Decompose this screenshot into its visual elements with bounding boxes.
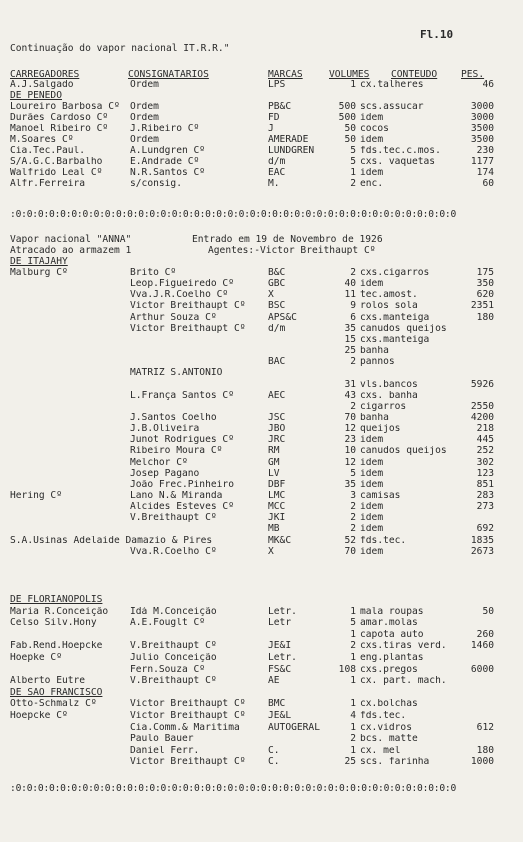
cell-c4: 5 (350, 468, 356, 479)
cell-c6: 620 (476, 290, 494, 301)
cell-c1: DE PENEDO (10, 91, 62, 101)
cell-c2: Julio Conceição (130, 653, 217, 663)
cell-c5: canudos queijos (360, 323, 447, 334)
cell-c5: cxs.manteiga (360, 312, 430, 323)
cell-c4: 5 (350, 157, 356, 167)
cell-c5: cxs. banha (360, 390, 418, 401)
cell-c4: 2 (350, 524, 356, 535)
cell-c4: 3 (350, 491, 356, 501)
manifest-row (0, 699, 523, 710)
cell-c3: B&C (268, 268, 286, 278)
cell-c3: PB&C (268, 102, 292, 112)
cell-c1: Hoepke Cº (10, 653, 62, 663)
cell-c3: BMC (268, 699, 286, 710)
manifest-row (0, 424, 523, 435)
cell-c5: idem (360, 479, 384, 490)
cell-c2: Paulo Bauer (130, 734, 194, 745)
cell-c6: 692 (476, 524, 494, 535)
cell-c4: 1 (350, 629, 356, 640)
cell-c4: 1 (350, 745, 356, 756)
manifest-row (0, 402, 523, 413)
cell-c5: enc. (360, 179, 384, 189)
cell-c4: 5 (350, 146, 356, 156)
cell-c2: João Frec.Pinheiro (130, 479, 234, 490)
cell-c6: 175 (476, 268, 494, 278)
cell-c5: pannos (360, 357, 395, 368)
cell-c1: A.J.Salgado (10, 80, 74, 90)
header-carregadores: CARREGADORES (10, 69, 80, 80)
cell-c6: 3000 (470, 102, 494, 112)
cell-c3: Letr. (268, 653, 297, 663)
cell-c5: cx.talheres (360, 80, 424, 90)
cell-c2: Brito Cº (130, 268, 177, 278)
manifest-row (0, 368, 523, 379)
cell-c5: banha (360, 412, 389, 423)
manifest-row (0, 458, 523, 469)
manifest-row (0, 711, 523, 722)
cell-c3: LV (268, 468, 280, 479)
cell-c4: 23 (344, 435, 356, 446)
manifest-row (0, 480, 523, 491)
cell-c6: 445 (476, 435, 494, 446)
cell-c4: 35 (344, 323, 356, 334)
cell-c5: canudos queijos (360, 446, 447, 457)
cell-c4: 35 (344, 479, 356, 490)
manifest-row (0, 653, 523, 664)
cell-c5: cxs.cigarros (360, 268, 430, 278)
cell-c5: cigarros (360, 401, 407, 412)
cell-c5: idem (360, 524, 384, 535)
cell-c3: X (268, 290, 274, 301)
cell-c3: MCC (268, 502, 286, 513)
cell-c5: vls.bancos (360, 379, 418, 390)
cell-c1: S/A.G.C.Barbalho (10, 157, 103, 167)
cell-c3: APS&C (268, 312, 297, 323)
manifest-row (0, 80, 523, 91)
cell-c2: MATRIZ S.ANTONIO (130, 368, 223, 379)
cell-c6: 218 (476, 424, 494, 435)
cell-c4: 25 (344, 346, 356, 357)
cell-c6: 273 (476, 502, 494, 513)
cell-c3: d/m (268, 157, 286, 167)
cell-c3: Letr (268, 618, 292, 629)
cell-c2: L.França Santos Cº (130, 390, 234, 401)
cell-c4: 9 (350, 301, 356, 312)
manifest-row (0, 446, 523, 457)
manifest-row (0, 723, 523, 734)
cell-c2: N.R.Santos Cº (130, 168, 206, 178)
cell-c6: 3000 (470, 113, 494, 123)
cell-c4: 12 (344, 424, 356, 435)
cell-c5: idem (360, 279, 384, 290)
cell-c4: 10 (344, 446, 356, 457)
cell-c6: 260 (476, 629, 494, 640)
cell-c4: 15 (344, 334, 356, 345)
cell-c3: LMC (268, 491, 286, 501)
vessel-arrival: Entrado em 19 de Novembro de 1926 (192, 234, 383, 245)
cell-c3: RM (268, 446, 280, 457)
manifest-row (0, 734, 523, 745)
cell-c5: idem (360, 457, 384, 468)
cell-c1: Alfr.Ferreira (10, 179, 86, 189)
cell-c1: Maria R.Conceição (10, 606, 109, 617)
vessel-name: Vapor nacional "ANNA" (10, 234, 132, 245)
cell-c1: Fab.Rend.Hoepcke (10, 641, 103, 652)
cell-c4: 43 (344, 390, 356, 401)
cell-c2: Ordem (130, 102, 159, 112)
cell-c4: 2 (350, 401, 356, 412)
manifest-row (0, 746, 523, 757)
cell-c1: Alberto Eutre (10, 676, 86, 687)
manifest-row (0, 688, 523, 699)
cell-c1: Durães Cardoso Cº (10, 113, 109, 123)
cell-c5: cxs.manteiga (360, 334, 430, 345)
cell-c6: 60 (482, 179, 494, 189)
cell-c5: bcs. matte (360, 734, 418, 745)
cell-c2: Idá M.Conceição (130, 606, 217, 617)
manifest-row (0, 524, 523, 535)
cell-c3: X (268, 546, 274, 557)
cell-c5: banha (360, 346, 389, 357)
cell-c4: 2 (350, 641, 356, 652)
manifest-row (0, 641, 523, 652)
cell-c5: capota auto (360, 629, 424, 640)
cell-c6: 851 (476, 479, 494, 490)
cell-c1: Celso Silv.Hony (10, 618, 97, 629)
cell-c2: Josep Pagano (130, 468, 200, 479)
manifest-row (0, 268, 523, 279)
page-number: Fl.10 (420, 28, 454, 41)
cell-c1: Cia.Tec.Paul. (10, 146, 86, 156)
cell-c3: J (268, 124, 274, 134)
cell-c5: idem (360, 113, 384, 123)
manifest-row (0, 380, 523, 391)
cell-c5: fds.tec. (360, 711, 407, 721)
cell-c2: Vva.J.R.Coelho Cº (130, 290, 229, 301)
cell-c6: 50 (482, 606, 494, 617)
cell-c2: V.Breithaupt Cº (130, 641, 217, 652)
header-volumes: VOLUMES (329, 69, 370, 80)
manifest-row (0, 102, 523, 113)
cell-c5: eng.plantas (360, 653, 424, 663)
cell-c1: Malburg Cº (10, 268, 68, 278)
manifest-row (0, 168, 523, 179)
cell-c4: 1 (350, 80, 356, 90)
cell-c3: BAC (268, 357, 286, 368)
cell-c5: rolos sola (360, 301, 418, 312)
manifest-row (0, 301, 523, 312)
cell-c6: 3500 (470, 135, 494, 145)
cell-c3: C. (268, 745, 280, 756)
cell-c3: JRC (268, 435, 286, 446)
cell-c1: DE SÃO FRANCISCO (10, 687, 103, 698)
header-conteudo: CONTEUDO (391, 69, 438, 80)
manifest-row (0, 607, 523, 618)
manifest-row (0, 290, 523, 301)
manifest-row (0, 665, 523, 676)
manifest-row (0, 536, 523, 547)
cell-c5: idem (360, 468, 384, 479)
cell-c1: Walfrido Leal Cº (10, 168, 103, 178)
manifest-row (0, 146, 523, 157)
cell-c5: queijos (360, 424, 401, 435)
cell-c6: 174 (476, 168, 494, 178)
cell-c5: mala roupas (360, 606, 424, 617)
manifest-row (0, 618, 523, 629)
cell-c4: 2 (350, 734, 356, 745)
cell-c2: A.E.Fouglt Cº (130, 618, 206, 629)
cell-c5: camisas (360, 491, 401, 501)
cell-c4: 40 (344, 279, 356, 290)
cell-c5: fds.tec.c.mos. (360, 146, 441, 156)
cell-c5: scs. farinha (360, 757, 430, 768)
cell-c1: Hering Cº (10, 491, 62, 501)
cell-c4: 50 (344, 124, 356, 134)
cell-c4: 6 (350, 312, 356, 323)
manifest-row (0, 91, 523, 102)
cell-c4: 2 (350, 357, 356, 368)
cell-c6: 6000 (470, 664, 494, 675)
cell-c4: 11 (344, 290, 356, 301)
manifest-row (0, 435, 523, 446)
cell-c5: amar.molas (360, 618, 418, 629)
cell-c4: 500 (338, 102, 356, 112)
cell-c3: EAC (268, 168, 286, 178)
cell-c3: GM (268, 457, 280, 468)
cell-c6: 2351 (470, 301, 494, 312)
cell-c3: JSC (268, 412, 286, 423)
cell-c2: Ribeiro Moura Cº (130, 446, 223, 457)
cell-c6: 350 (476, 279, 494, 290)
cell-c6: 46 (482, 80, 494, 90)
cell-c3: d/m (268, 323, 286, 334)
cell-c2: Lano N.& Miranda (130, 491, 223, 501)
cell-c6: 1000 (470, 757, 494, 768)
cell-c3: M. (268, 179, 280, 189)
cell-c6: 252 (476, 446, 494, 457)
cell-c3: LUNDGREN (268, 146, 315, 156)
cell-c2: Victor Breithaupt Cº (130, 711, 246, 721)
manifest-row (0, 676, 523, 687)
cell-c3: FD (268, 113, 280, 123)
separator-line-bottom: :0:0:0:0:0:0:0:0:0:0:0:0:0:0:0:0:0:0:0:0:0:0:0:0:0:0:0:0:0:0:0:0:0:0:0:0:0:0:0:0 (10, 783, 457, 794)
cell-c3: GBC (268, 279, 286, 290)
manifest-row (0, 135, 523, 146)
cell-c4: 5 (350, 618, 356, 629)
header-peso: PES. (461, 69, 485, 80)
cell-c5: cxs.tiras verd. (360, 641, 447, 652)
cell-c5: cxs. vaquetas (360, 157, 436, 167)
cell-c1: M.Soares Cº (10, 135, 74, 145)
manifest-row (0, 124, 523, 135)
cell-c2: Cia.Comm.& Maritima (130, 722, 240, 733)
cell-c3: Letr. (268, 606, 297, 617)
cell-c2: Vva.R.Coelho Cº (130, 546, 217, 557)
cell-c6: 2550 (470, 401, 494, 412)
cell-c3: MB (268, 524, 280, 535)
cell-c4: 1 (350, 653, 356, 663)
cell-c6: 283 (476, 491, 494, 501)
cell-c3: DBF (268, 479, 286, 490)
cell-c4: 4 (350, 711, 356, 721)
cell-c4: 31 (344, 379, 356, 390)
manifest-row (0, 113, 523, 124)
manifest-row (0, 346, 523, 357)
cell-c5: cx. mel (360, 745, 401, 756)
cell-c3: AMERADE (268, 135, 309, 145)
manifest-row (0, 469, 523, 480)
cell-c4: 2 (350, 268, 356, 278)
cell-c4: 52 (344, 535, 356, 546)
vessel-agents: Agentes:-Victor Breithaupt Cº (208, 245, 376, 256)
manifest-row (0, 357, 523, 368)
manifest-row (0, 157, 523, 168)
manifest-row (0, 313, 523, 324)
cell-c3: JE&L (268, 711, 292, 721)
cell-c5: idem (360, 546, 384, 557)
manifest-row (0, 513, 523, 524)
cell-c3: FS&C (268, 664, 292, 675)
cell-c2: V.Breithaupt Cº (130, 513, 217, 524)
manifest-row (0, 502, 523, 513)
cell-c6: 4200 (470, 412, 494, 423)
manifest-row (0, 391, 523, 402)
cell-c2: Victor Breithaupt Cº (130, 699, 246, 710)
cell-c5: cx.vidros (360, 722, 412, 733)
cell-c2: V.Breithaupt Cº (130, 676, 217, 687)
manifest-row (0, 179, 523, 190)
cell-c5: idem (360, 513, 384, 524)
cell-c2: Junot Rodrigues Cº (130, 435, 234, 446)
cell-c6: 1460 (470, 641, 494, 652)
port-itajahy: DE ITAJAHY (10, 256, 68, 267)
cell-c2: J.Santos Coelho (130, 412, 217, 423)
cell-c2: Victor Breithaupt Cº (130, 323, 246, 334)
cell-c2: J.B.Oliveira (130, 424, 200, 435)
cell-c4: 25 (344, 757, 356, 768)
cell-c6: 230 (476, 146, 494, 156)
cell-c5: fds.tec. (360, 535, 407, 546)
cell-c5: cxs.pregos (360, 664, 418, 675)
cell-c4: 1 (350, 699, 356, 710)
cell-c4: 2 (350, 179, 356, 189)
cell-c5: idem (360, 168, 384, 178)
cell-c2: Ordem (130, 135, 159, 145)
cell-c4: 1 (350, 606, 356, 617)
cell-c5: idem (360, 502, 384, 513)
cell-c5: tec.amost. (360, 290, 418, 301)
page-title: Continuação do vapor nacional IT.R.R." (10, 43, 230, 54)
cell-c3: JE&I (268, 641, 292, 652)
cell-c2: J.Ribeiro Cº (130, 124, 200, 134)
cell-c4: 500 (338, 113, 356, 123)
cell-c3: JBO (268, 424, 286, 435)
cell-c1: Manoel Ribeiro Cº (10, 124, 109, 134)
cell-c2: A.Lundgren Cº (130, 146, 206, 156)
cell-c1: Otto-Schmalz Cº (10, 699, 97, 710)
cell-c4: 2 (350, 513, 356, 524)
cell-c2: Melchor Cº (130, 457, 188, 468)
manifest-row (0, 279, 523, 290)
cell-c3: AEC (268, 390, 286, 401)
cell-c3: JKI (268, 513, 286, 524)
cell-c4: 70 (344, 412, 356, 423)
header-marcas: MARCAS (268, 69, 303, 80)
cell-c2: s/consig. (130, 179, 182, 189)
cell-c4: 12 (344, 457, 356, 468)
cell-c4: 1 (350, 168, 356, 178)
cell-c6: 612 (476, 722, 494, 733)
cell-c5: cocos (360, 124, 389, 134)
cell-c3: LPS (268, 80, 286, 90)
cell-c4: 70 (344, 546, 356, 557)
manifest-row (0, 547, 523, 558)
cell-c3: C. (268, 757, 280, 768)
cell-c5: cx. part. mach. (360, 676, 447, 687)
cell-c3: AUTOGERAL (268, 722, 320, 733)
cell-c5: idem (360, 435, 384, 446)
manifest-row (0, 630, 523, 641)
manifest-row (0, 757, 523, 768)
cell-c6: 123 (476, 468, 494, 479)
manifest-row (0, 324, 523, 335)
cell-c1: Loureiro Barbosa Cº (10, 102, 120, 112)
cell-c4: 108 (338, 664, 356, 675)
manifest-row (0, 413, 523, 424)
manifest-row (0, 595, 523, 606)
cell-c3: BSC (268, 301, 286, 312)
cell-c6: 1177 (470, 157, 494, 167)
cell-c4: 1 (350, 676, 356, 687)
cell-c2: Ordem (130, 80, 159, 90)
manifest-row (0, 491, 523, 502)
cell-c1: DE FLORIANOPOLIS (10, 595, 103, 605)
cell-c3: AE (268, 676, 280, 687)
cell-c1: S.A.Usinas Adelaide Damazio & Pires (10, 535, 213, 546)
cell-c5: scs.assucar (360, 102, 424, 112)
cell-c6: 2673 (470, 546, 494, 557)
cell-c2: Ordem (130, 113, 159, 123)
cell-c6: 302 (476, 457, 494, 468)
cell-c6: 180 (476, 312, 494, 323)
cell-c2: E.Andrade Cº (130, 157, 200, 167)
cell-c1: Hoepcke Cº (10, 711, 68, 721)
vessel-berth: Atracado ao armazem 1 (10, 245, 132, 256)
cell-c2: Victor Breithaupt Cº (130, 757, 246, 768)
cell-c3: MK&C (268, 535, 292, 546)
cell-c5: idem (360, 135, 384, 145)
cell-c2: Alcides Esteves Cº (130, 502, 234, 513)
cell-c2: Daniel Ferr. (130, 745, 200, 756)
cell-c2: Arthur Souza Cº (130, 312, 217, 323)
cell-c6: 180 (476, 745, 494, 756)
header-consignatarios: CONSIGNATARIOS (128, 69, 209, 80)
manifest-row (0, 335, 523, 346)
cell-c4: 50 (344, 135, 356, 145)
cell-c2: Leop.Figueiredo Cº (130, 279, 234, 290)
cell-c6: 5926 (470, 379, 494, 390)
cell-c5: cx.bolchas (360, 699, 418, 710)
cell-c6: 1835 (470, 535, 494, 546)
cell-c2: Fern.Souza Cº (130, 664, 206, 675)
cell-c6: 3500 (470, 124, 494, 134)
cell-c4: 2 (350, 502, 356, 513)
cell-c4: 1 (350, 722, 356, 733)
cell-c2: Victor Breithaupt Cº (130, 301, 246, 312)
separator-line: :0:0:0:0:0:0:0:0:0:0:0:0:0:0:0:0:0:0:0:0:0:0:0:0:0:0:0:0:0:0:0:0:0:0:0:0:0:0:0:0 (10, 209, 457, 220)
